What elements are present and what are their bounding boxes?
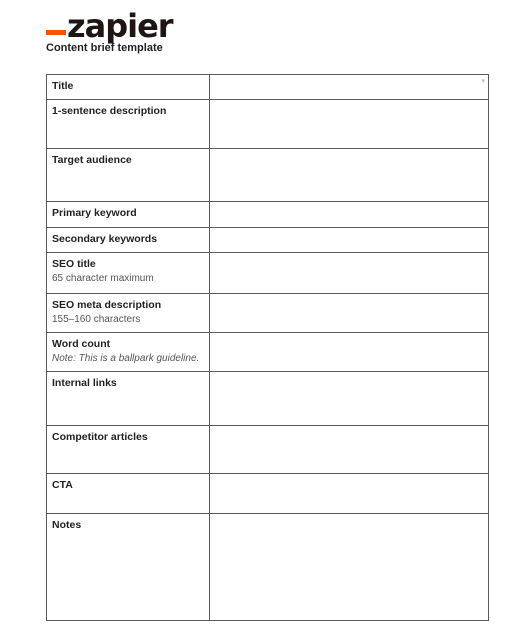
seo-meta-description-value-field[interactable] xyxy=(210,294,489,333)
row-label-cell xyxy=(47,514,210,621)
row-label-cell xyxy=(47,294,210,333)
row-label: CTA xyxy=(52,479,73,491)
table-row xyxy=(47,474,489,514)
row-note: Note: This is a ballpark guideline. xyxy=(52,353,200,364)
logo-underscore-mark xyxy=(46,30,66,35)
row-label: Secondary keywords xyxy=(52,233,158,245)
table-row xyxy=(47,202,489,228)
row-hint: 65 character maximum xyxy=(52,273,154,284)
row-label-cell xyxy=(47,202,210,228)
row-label: Target audience xyxy=(52,154,132,166)
row-label-cell xyxy=(47,426,210,474)
description-value-field[interactable] xyxy=(210,100,489,149)
table-row xyxy=(47,100,489,149)
table-row xyxy=(47,333,489,372)
row-label: 1-sentence description xyxy=(52,105,167,117)
word-count-value-field[interactable] xyxy=(210,333,489,372)
row-label: SEO title xyxy=(52,258,96,270)
row-hint: 155–160 characters xyxy=(52,314,141,325)
competitor-articles-value-field[interactable] xyxy=(210,426,489,474)
field-corner-marker: ▾ xyxy=(481,78,485,85)
zapier-logo xyxy=(46,2,173,45)
table-row xyxy=(47,253,489,294)
row-label-cell xyxy=(47,253,210,294)
row-label: SEO meta description xyxy=(52,299,162,311)
row-label-cell xyxy=(47,372,210,426)
logo-wordmark: zapier xyxy=(67,7,173,45)
row-label-cell xyxy=(47,149,210,202)
table-row xyxy=(47,149,489,202)
row-label: Word count xyxy=(52,338,111,350)
row-label-cell xyxy=(47,75,210,100)
table-row xyxy=(47,426,489,474)
document-subtitle: Content brief template xyxy=(46,42,163,54)
title-value-field[interactable] xyxy=(210,75,489,100)
row-label-cell xyxy=(47,228,210,253)
row-label: Competitor articles xyxy=(52,431,148,443)
seo-title-value-field[interactable] xyxy=(210,253,489,294)
row-label-cell xyxy=(47,100,210,149)
row-label: Internal links xyxy=(52,377,117,389)
cta-value-field[interactable] xyxy=(210,474,489,514)
table-row xyxy=(47,514,489,621)
row-label-cell xyxy=(47,333,210,372)
internal-links-value-field[interactable] xyxy=(210,372,489,426)
notes-value-field[interactable] xyxy=(210,514,489,621)
target-audience-value-field[interactable] xyxy=(210,149,489,202)
content-brief-table xyxy=(46,74,489,621)
row-label-cell xyxy=(47,474,210,514)
table-row xyxy=(47,372,489,426)
table-row xyxy=(47,75,489,100)
row-label: Title xyxy=(52,80,74,92)
table-row xyxy=(47,228,489,253)
secondary-keywords-value-field[interactable] xyxy=(210,228,489,253)
primary-keyword-value-field[interactable] xyxy=(210,202,489,228)
table-row xyxy=(47,294,489,333)
row-label: Notes xyxy=(52,519,82,531)
row-label: Primary keyword xyxy=(52,207,137,219)
